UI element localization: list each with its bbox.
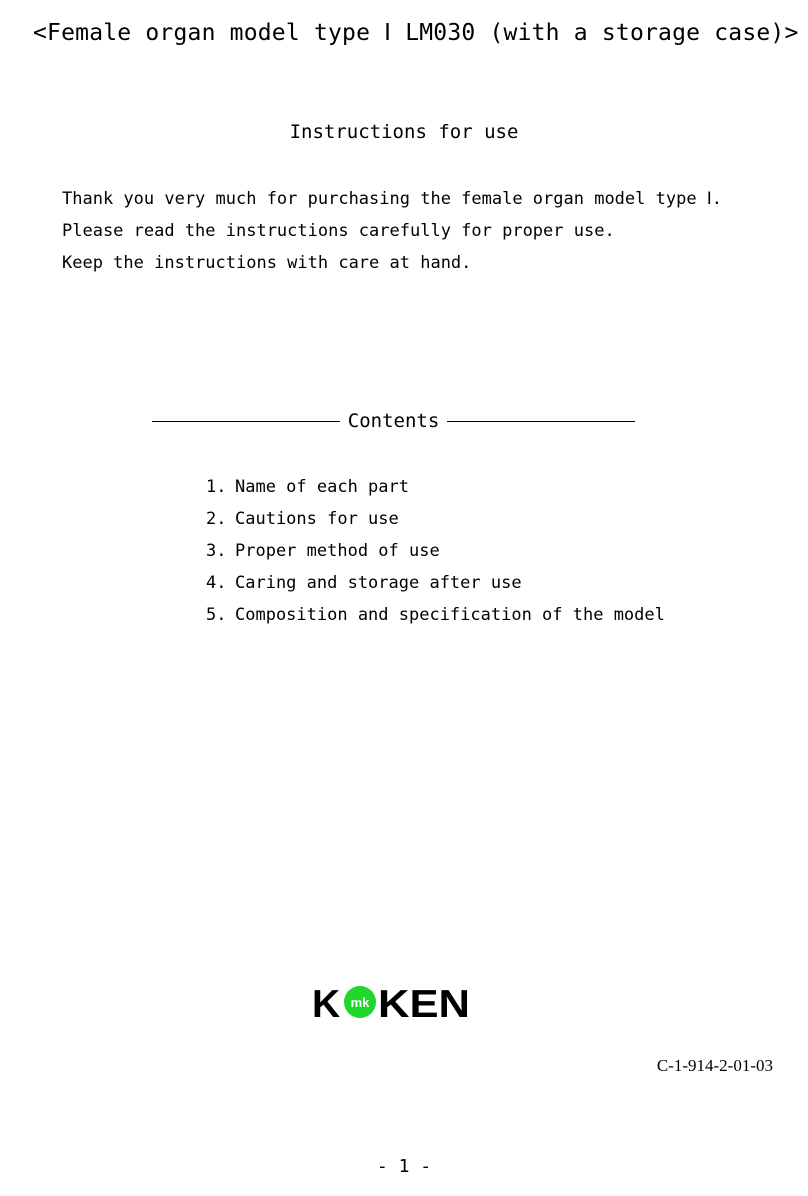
logo-letter-k: K [312,983,341,1021]
contents-item [206,503,665,535]
contents-item-text: Proper method of use [235,541,440,561]
contents-rule-right [447,421,635,422]
contents-list [206,471,665,631]
contents-label: Contents [347,410,440,432]
logo-letters-ken: KEN [378,983,470,1021]
contents-item-number: 2. [206,509,227,529]
contents-item-text: Cautions for use [235,509,399,529]
intro-line: Keep the instructions with care at hand. [62,253,472,273]
contents-rule-left [152,421,340,422]
koken-logo [312,983,470,1021]
contents-item-text: Caring and storage after use [235,573,522,593]
intro-line: Please read the instructions carefully for proper use. [62,221,615,241]
intro-paragraph [62,183,722,279]
logo-badge-text: mk [350,995,370,1010]
contents-heading [152,404,635,438]
contents-item [206,599,665,631]
instructions-subtitle: Instructions for use [289,121,519,143]
contents-item [206,535,665,567]
intro-line: Thank you very much for purchasing the female organ model type Ⅰ. [62,189,723,209]
document-code: C-1-914-2-01-03 [656,1056,773,1075]
document-title: <Female organ model type Ⅰ LM030 (with a storage case)> [33,20,799,46]
page-number: - 1 - [376,1156,432,1177]
contents-item [206,471,665,503]
contents-item-number: 4. [206,573,227,593]
contents-item-number: 3. [206,541,227,561]
contents-item-text: Name of each part [235,477,409,497]
contents-item-text: Composition and specification of the model [235,605,665,625]
contents-item [206,567,665,599]
contents-item-number: 5. [206,605,227,625]
contents-item-number: 1. [206,477,227,497]
